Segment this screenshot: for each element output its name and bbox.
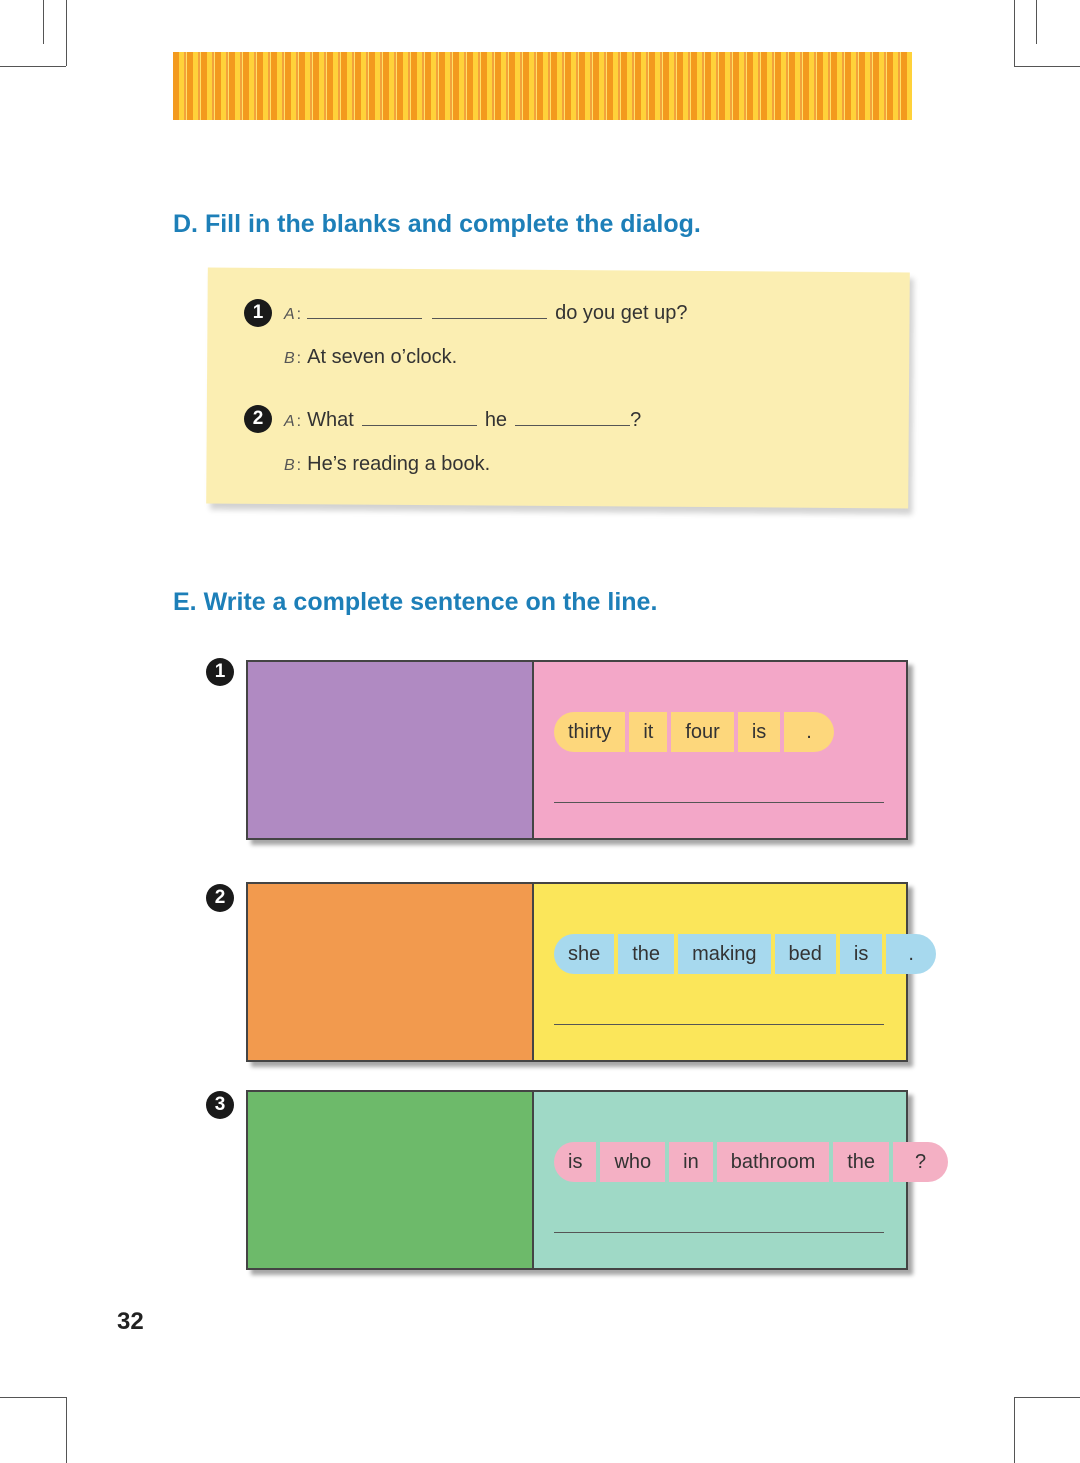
- word-chips: [554, 934, 936, 974]
- speaker-b-label: B: [284, 457, 295, 474]
- dialog-text: At seven o’clock.: [307, 346, 458, 368]
- word-chip: it: [629, 712, 667, 752]
- speaker-a-label: A: [284, 413, 295, 430]
- answer-line[interactable]: [554, 802, 884, 803]
- section-e-title: E. Write a complete sentence on the line.: [173, 588, 658, 616]
- word-chip: the: [618, 934, 674, 974]
- exercise-panel-right: [534, 1092, 927, 1268]
- illustration: [248, 1092, 534, 1268]
- word-chip: in: [669, 1142, 713, 1182]
- exercise-number-2: 2: [206, 884, 234, 912]
- crop-mark: [1014, 66, 1080, 67]
- dialog-text: he: [484, 409, 508, 431]
- page-number: 32: [117, 1308, 144, 1335]
- item-number-1: 1: [244, 299, 272, 327]
- word-chip: bathroom: [717, 1142, 830, 1182]
- dialog-2-line-b: B : He’s reading a book.: [284, 453, 491, 475]
- crop-mark: [66, 0, 67, 66]
- dialog-text: ?: [630, 409, 642, 431]
- word-chip: is: [738, 712, 780, 752]
- exercise-panel-right: [534, 884, 914, 1060]
- dialog-2-line-a: A : What he ?: [284, 409, 642, 431]
- exercise-number-1: 1: [206, 658, 234, 686]
- word-chip: bed: [775, 934, 836, 974]
- exercise-number-3: 3: [206, 1091, 234, 1119]
- exercise-panel-2: [246, 882, 914, 1062]
- header-stripe-bar: [173, 52, 912, 120]
- crop-mark: [1014, 1397, 1015, 1463]
- crop-mark: [66, 1397, 67, 1463]
- speaker-a-label: A: [284, 306, 295, 323]
- speaker-b-label: B: [284, 350, 295, 367]
- crop-mark: [0, 66, 66, 67]
- crop-mark: [1014, 1397, 1080, 1398]
- word-chips: [554, 1142, 948, 1182]
- word-chip: she: [554, 934, 614, 974]
- exercise-panel-3: [246, 1090, 927, 1270]
- crop-mark: [1014, 0, 1015, 66]
- word-chip: .: [886, 934, 936, 974]
- crop-mark: [43, 0, 44, 44]
- dialog-text: What: [307, 409, 354, 431]
- answer-blank[interactable]: [432, 300, 547, 319]
- exercise-panel-right: [534, 662, 906, 838]
- word-chip: four: [671, 712, 733, 752]
- exercise-panel-1: [246, 660, 908, 840]
- answer-line[interactable]: [554, 1024, 884, 1025]
- answer-blank[interactable]: [307, 300, 422, 319]
- word-chip: is: [840, 934, 882, 974]
- crop-mark: [0, 1397, 66, 1398]
- dialog-text: do you get up?: [555, 302, 688, 324]
- answer-blank[interactable]: [515, 407, 630, 426]
- word-chip: the: [833, 1142, 889, 1182]
- item-number-2: 2: [244, 405, 272, 433]
- word-chip: making: [678, 934, 770, 974]
- word-chip: is: [554, 1142, 596, 1182]
- word-chip: ?: [893, 1142, 948, 1182]
- answer-line[interactable]: [554, 1232, 884, 1233]
- illustration: [248, 884, 534, 1060]
- crop-mark: [1036, 0, 1037, 44]
- section-d-title: D. Fill in the blanks and complete the dialog.: [173, 210, 701, 238]
- word-chip: who: [600, 1142, 665, 1182]
- illustration: [248, 662, 534, 838]
- word-chip: thirty: [554, 712, 625, 752]
- dialog-1-line-b: B : At seven o’clock.: [284, 346, 458, 368]
- dialog-text: He’s reading a book.: [307, 453, 491, 475]
- dialog-1-line-a: A : do you get up?: [284, 302, 688, 324]
- word-chip: .: [784, 712, 834, 752]
- answer-blank[interactable]: [362, 407, 477, 426]
- word-chips: [554, 712, 834, 752]
